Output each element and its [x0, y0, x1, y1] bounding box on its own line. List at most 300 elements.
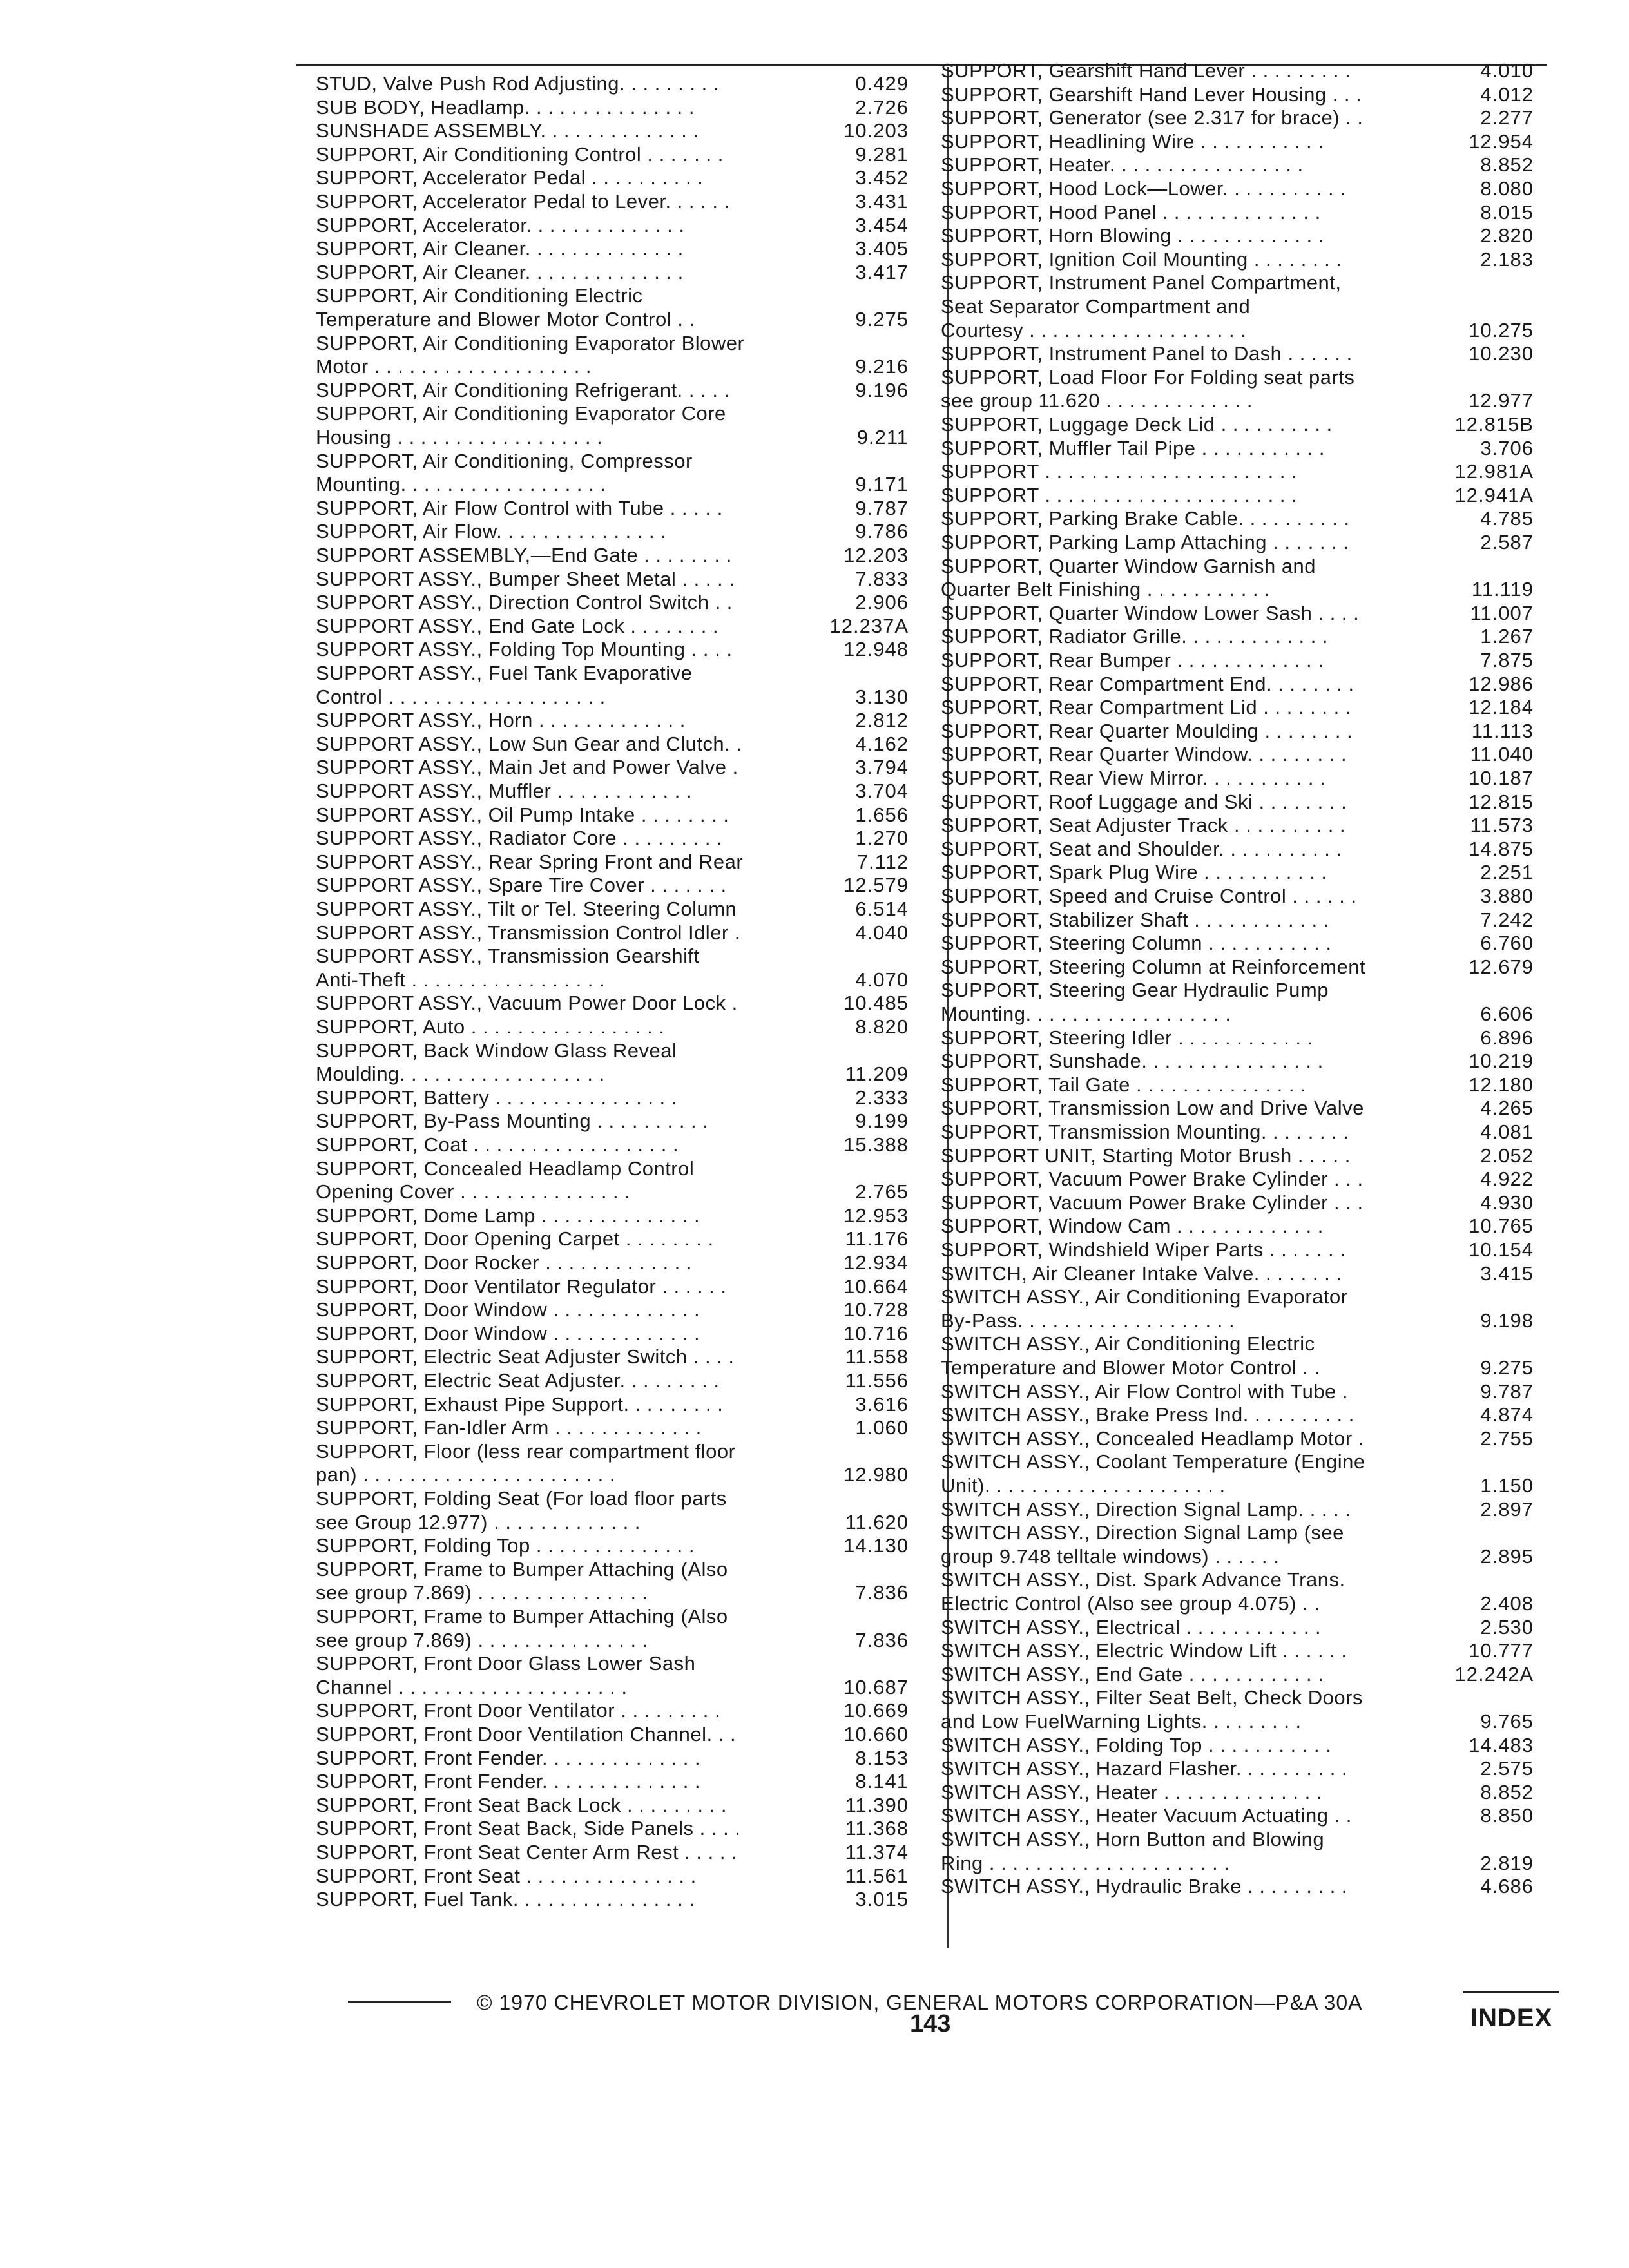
entry-reference: 7.242	[1480, 908, 1534, 931]
entry-reference: 10.716	[843, 1321, 909, 1345]
entry-reference: 12.679	[1469, 955, 1534, 978]
entry-text: SUPPORT ASSEMBLY,—End Gate . . . . . . . .	[316, 544, 732, 566]
entry-reference: 6.760	[1480, 932, 1534, 955]
entry-text: SUPPORT . . . . . . . . . . . . . . . . . . . . . .	[941, 460, 1298, 483]
index-entry	[316, 1841, 921, 1865]
entry-text: SUPPORT ASSY., Folding Top Mounting . . . .	[316, 638, 733, 661]
entry-reference: 4.874	[1480, 1403, 1534, 1427]
entry-reference: 9.171	[855, 473, 909, 496]
entry-reference: 6.896	[1480, 1026, 1534, 1049]
entry-text: SUPPORT, Door Opening Carpet . . . . . . . .	[316, 1227, 714, 1251]
index-entry	[941, 1144, 1547, 1168]
index-entry	[316, 1416, 921, 1440]
entry-text: SUPPORT, Frame to Bumper Attaching (Also see group 7.869) . . . . . . . . . . . . . . .	[316, 1557, 728, 1604]
index-entry	[941, 1498, 1547, 1522]
entry-text: SUPPORT, Parking Lamp Attaching . . . . . . .	[941, 531, 1349, 553]
entry-reference: 2.897	[1480, 1497, 1534, 1521]
entry-text: SWITCH ASSY., Air Conditioning Evaporator By-Pass. . . . . . . . . . . . . . . . . . .	[941, 1285, 1348, 1332]
index-entry	[941, 1875, 1547, 1899]
index-entry	[316, 332, 921, 379]
entry-text: SUPPORT ASSY., Horn . . . . . . . . . . . . .	[316, 709, 686, 732]
entry-text: SWITCH ASSY., Electrical . . . . . . . . . . . .	[941, 1615, 1322, 1639]
index-entry	[316, 261, 921, 285]
entry-text: SUPPORT, Rear Compartment End. . . . . . . .	[941, 672, 1354, 695]
entry-text: SWITCH ASSY., Brake Press Ind. . . . . . . . . .	[941, 1403, 1354, 1427]
index-entry	[941, 1427, 1547, 1451]
entry-text: SUPPORT, Air Conditioning Refrigerant. . . . .	[316, 378, 730, 401]
index-entry	[316, 1039, 921, 1086]
index-entry	[316, 143, 921, 167]
index-entry	[941, 437, 1547, 461]
index-entry	[316, 1699, 921, 1723]
index-entry	[941, 1215, 1547, 1238]
index-entry	[316, 1227, 921, 1251]
entry-reference: 11.007	[1470, 601, 1534, 624]
entry-reference: 3.880	[1480, 885, 1534, 907]
entry-text: SUPPORT, Front Fender. . . . . . . . . . . . . .	[316, 1770, 701, 1793]
index-entry	[316, 827, 921, 850]
entry-text: SUPPORT ASSY., Transmission Control Idler .	[316, 921, 740, 944]
entry-text: SWITCH ASSY., Heater . . . . . . . . . . . . . .	[941, 1780, 1322, 1803]
index-entry	[941, 838, 1547, 861]
entry-text: SUPPORT ASSY., Rear Spring Front and Rear	[316, 850, 744, 873]
index-entry	[941, 1734, 1547, 1758]
entry-reference: 11.113	[1471, 719, 1534, 742]
entry-reference: 7.833	[855, 567, 909, 590]
index-entry	[941, 83, 1547, 107]
index-entry	[316, 1888, 921, 1912]
entry-reference: 0.429	[855, 72, 909, 95]
entry-text: SUPPORT, Floor (less rear compartment floor pan) . . . . . . . . . . . . . . . . . . . . . .	[316, 1439, 736, 1486]
index-entry	[316, 756, 921, 780]
entry-reference: 9.198	[1480, 1309, 1534, 1332]
entry-reference: 12.815B	[1454, 413, 1534, 436]
entry-reference: 11.558	[845, 1345, 909, 1369]
entry-text: SUPPORT, Front Door Glass Lower Sash Channel . . . . . . . . . . . . . . . . . . . .	[316, 1652, 696, 1698]
index-entry	[941, 555, 1547, 602]
entry-reference: 2.765	[855, 1180, 909, 1204]
entry-text: SUPPORT ASSY., Bumper Sheet Metal . . . . .	[316, 567, 735, 590]
index-entry	[316, 1204, 921, 1228]
index-entry	[941, 366, 1547, 413]
entry-text: SUPPORT, Parking Brake Cable. . . . . . . . . .	[941, 507, 1350, 530]
entry-text: SUPPORT, Hood Panel . . . . . . . . . . . . . .	[941, 200, 1321, 224]
entry-reference: 2.755	[1480, 1427, 1534, 1450]
index-entry	[316, 1865, 921, 1888]
index-entry	[941, 956, 1547, 979]
entry-text: SUPPORT, Folding Seat (For load floor parts see Group 12.977) . . . . . . . . . . . . .	[316, 1487, 727, 1533]
entry-text: SUPPORT ASSY., Low Sun Gear and Clutch. .	[316, 732, 742, 755]
entry-reference: 10.669	[843, 1699, 909, 1722]
entry-text: SWITCH, Air Cleaner Intake Valve. . . . . . . .	[941, 1262, 1342, 1285]
entry-reference: 14.875	[1469, 837, 1534, 860]
index-entry	[941, 767, 1547, 791]
index-entry	[316, 615, 921, 639]
entry-text: SUB BODY, Headlamp. . . . . . . . . . . . . . .	[316, 95, 695, 119]
entry-text: SUPPORT, Vacuum Power Brake Cylinder . . .	[941, 1191, 1364, 1214]
entry-reference: 4.930	[1480, 1191, 1534, 1214]
entry-text: SUPPORT, Air Conditioning Electric Temperature and Blower Motor Control . .	[316, 284, 695, 331]
index-entry	[316, 874, 921, 898]
page-number: 143	[910, 2010, 951, 2037]
entry-reference: 4.265	[1480, 1097, 1534, 1120]
entry-text: SUPPORT, Window Cam . . . . . . . . . . . . .	[941, 1215, 1324, 1238]
entry-reference: 12.579	[843, 874, 909, 897]
index-entry	[316, 709, 921, 733]
index-entry	[941, 814, 1547, 838]
entry-reference: 3.704	[855, 780, 909, 802]
entry-text: SUPPORT, Door Ventilator Regulator . . . . . .	[316, 1274, 727, 1298]
entry-text: SUPPORT, Air Conditioning Evaporator Blower Motor . . . . . . . . . . . . . . . . . . .	[316, 331, 745, 378]
entry-text: SUPPORT, Battery . . . . . . . . . . . . . . . .	[316, 1086, 677, 1109]
entry-text: STUD, Valve Push Rod Adjusting. . . . . . . . .	[316, 72, 719, 95]
entry-text: SUPPORT, Air Conditioning Evaporator Core Housing . . . . . . . . . . . . . . . . . .	[316, 402, 726, 448]
index-entry	[316, 72, 921, 96]
entry-text: SUPPORT, Fuel Tank. . . . . . . . . . . . . . . .	[316, 1888, 695, 1911]
entry-reference: 1.656	[855, 803, 909, 826]
entry-reference: 2.895	[1480, 1544, 1534, 1568]
entry-text: SUPPORT, Door Window . . . . . . . . . . . . .	[316, 1298, 700, 1321]
entry-text: SUPPORT, Roof Luggage and Ski . . . . . . . .	[941, 790, 1347, 813]
index-entry	[316, 1605, 921, 1652]
entry-text: SUPPORT, Headlining Wire . . . . . . . . . . .	[941, 130, 1324, 153]
index-entry	[316, 1534, 921, 1558]
entry-reference: 7.836	[855, 1628, 909, 1651]
index-entry	[941, 696, 1547, 720]
entry-reference: 11.119	[1471, 578, 1534, 601]
entry-text: SUPPORT, Rear Bumper . . . . . . . . . . . . .	[941, 649, 1324, 671]
index-entry	[941, 791, 1547, 814]
entry-reference: 1.060	[855, 1416, 909, 1439]
entry-text: SUPPORT, Luggage Deck Lid . . . . . . . . . .	[941, 413, 1333, 436]
entry-text: SUPPORT ASSY., Main Jet and Power Valve .	[316, 756, 738, 779]
entry-text: SUPPORT, Air Flow. . . . . . . . . . . . . . .	[316, 520, 667, 543]
index-entry	[316, 638, 921, 662]
entry-text: SUPPORT ASSY., Muffler . . . . . . . . . . . .	[316, 780, 693, 802]
entry-reference: 11.374	[845, 1841, 909, 1863]
entry-reference: 3.706	[1480, 436, 1534, 459]
index-entry	[316, 733, 921, 756]
entry-reference: 2.408	[1480, 1591, 1534, 1615]
index-entry	[941, 1568, 1547, 1615]
entry-text: SWITCH ASSY., Dist. Spark Advance Trans. Electric Control (Also see group 4.075) . .	[941, 1568, 1345, 1615]
entry-reference: 4.785	[1480, 507, 1534, 530]
index-entry	[941, 1521, 1547, 1568]
index-entry	[941, 1238, 1547, 1262]
entry-reference: 12.815	[1469, 790, 1534, 813]
index-entry	[316, 214, 921, 238]
entry-text: SUPPORT, Spark Plug Wire . . . . . . . . . . .	[941, 861, 1327, 884]
entry-reference: 7.875	[1480, 649, 1534, 671]
index-entry	[941, 1686, 1547, 1733]
index-entry	[316, 1652, 921, 1699]
index-entry	[941, 59, 1547, 83]
index-entry	[316, 803, 921, 827]
entry-reference: 9.786	[855, 520, 909, 543]
entry-text: SUPPORT, Transmission Low and Drive Valve	[941, 1097, 1364, 1120]
entry-text: SUPPORT, Seat and Shoulder. . . . . . . . . . .	[941, 837, 1342, 860]
entry-text: SUNSHADE ASSEMBLY. . . . . . . . . . . . . .	[316, 119, 699, 142]
entry-reference: 10.203	[843, 119, 909, 142]
index-entry	[316, 237, 921, 261]
entry-text: SUPPORT, Air Cleaner. . . . . . . . . . . . . .	[316, 237, 684, 260]
index-entry	[316, 1157, 921, 1204]
entry-reference: 8.852	[1480, 1780, 1534, 1803]
entry-reference: 2.251	[1480, 861, 1534, 884]
entry-text: SUPPORT, Concealed Headlamp Control Opening Cover . . . . . . . . . . . . . . .	[316, 1157, 695, 1204]
index-entry	[941, 271, 1547, 342]
index-entry	[316, 1487, 921, 1534]
index-entry	[316, 520, 921, 544]
entry-reference: 12.948	[843, 638, 909, 661]
entry-reference: 8.850	[1480, 1804, 1534, 1827]
index-entry	[316, 1133, 921, 1157]
entry-reference: 11.561	[845, 1864, 909, 1887]
entry-text: SUPPORT ASSY., Fuel Tank Evaporative Control . . . . . . . . . . . . . . . . . . .	[316, 662, 693, 708]
index-entry	[941, 106, 1547, 130]
entry-reference: 3.431	[855, 190, 909, 213]
entry-text: SUPPORT, Tail Gate . . . . . . . . . . . . . . .	[941, 1073, 1307, 1096]
index-entry	[941, 413, 1547, 437]
entry-text: SUPPORT, Hood Lock—Lower. . . . . . . . . . .	[941, 177, 1346, 200]
entry-reference: 4.686	[1480, 1875, 1534, 1898]
entry-text: SWITCH ASSY., Filter Seat Belt, Check Doors and Low FuelWarning Lights. . . . . . . . .	[941, 1686, 1363, 1733]
index-entry	[316, 119, 921, 143]
entry-reference: 3.405	[855, 237, 909, 260]
entry-text: SWITCH ASSY., Hydraulic Brake . . . . . . . . .	[941, 1875, 1348, 1898]
entry-reference: 2.575	[1480, 1757, 1534, 1780]
entry-reference: 10.687	[843, 1675, 909, 1698]
entry-reference: 12.184	[1469, 696, 1534, 719]
index-entry	[316, 1440, 921, 1487]
index-entry	[941, 1332, 1547, 1379]
index-entry	[941, 1050, 1547, 1073]
index-entry	[316, 568, 921, 591]
entry-reference: 9.275	[1480, 1356, 1534, 1379]
entry-reference: 3.130	[855, 685, 909, 708]
entry-text: SUPPORT, Steering Idler . . . . . . . . . . . .	[941, 1026, 1313, 1049]
index-entry	[941, 1403, 1547, 1427]
entry-reference: 2.726	[855, 95, 909, 119]
entry-reference: 12.934	[843, 1251, 909, 1274]
entry-reference: 11.368	[845, 1817, 909, 1840]
entry-reference: 2.333	[855, 1086, 909, 1109]
index-entry	[941, 932, 1547, 956]
index-entry	[316, 662, 921, 709]
entry-reference: 7.836	[855, 1581, 909, 1604]
index-entry	[316, 1110, 921, 1133]
index-entry	[316, 921, 921, 945]
index-entry	[941, 1073, 1547, 1097]
entry-reference: 2.183	[1480, 247, 1534, 271]
entry-reference: 12.977	[1469, 389, 1534, 412]
entry-reference: 1.267	[1480, 625, 1534, 648]
index-entry	[316, 379, 921, 403]
entry-reference: 10.485	[843, 992, 909, 1015]
entry-text: SUPPORT, Folding Top . . . . . . . . . . . . . .	[316, 1534, 695, 1557]
index-entry	[316, 450, 921, 497]
index-entry	[941, 649, 1547, 673]
entry-text: SUPPORT, Speed and Cruise Control . . . . . .	[941, 885, 1357, 907]
index-entry	[941, 1450, 1547, 1497]
entry-reference: 2.820	[1480, 224, 1534, 247]
entry-reference: 4.922	[1480, 1168, 1534, 1191]
entry-text: SWITCH ASSY., Air Conditioning Electric Temperature and Blower Motor Control . .	[941, 1332, 1320, 1379]
entry-text: SUPPORT, Electric Seat Adjuster. . . . . . . . .	[316, 1369, 720, 1392]
index-entry	[941, 153, 1547, 177]
entry-reference: 8.852	[1480, 153, 1534, 177]
entry-text: SUPPORT, Front Fender. . . . . . . . . . . . . .	[316, 1746, 701, 1769]
entry-text: SUPPORT . . . . . . . . . . . . . . . . . . . . . .	[941, 483, 1298, 506]
entry-text: SUPPORT, Transmission Mounting. . . . . . . .	[941, 1120, 1349, 1143]
entry-reference: 8.820	[855, 1015, 909, 1038]
entry-text: SUPPORT, Load Floor For Folding seat parts see group 11.620 . . . . . . . . . . . . .	[941, 365, 1355, 412]
index-entry	[316, 1298, 921, 1322]
entry-text: SWITCH ASSY., Horn Button and Blowing Ring . . . . . . . . . . . . . . . . . . . . .	[941, 1828, 1325, 1874]
entry-reference: 7.112	[856, 850, 909, 873]
entry-text: SWITCH ASSY., Heater Vacuum Actuating . .	[941, 1804, 1352, 1827]
entry-text: SWITCH ASSY., Hazard Flasher. . . . . . . . . .	[941, 1757, 1348, 1780]
index-entry	[941, 1663, 1547, 1687]
entry-reference: 1.270	[855, 827, 909, 850]
entry-reference: 10.154	[1469, 1238, 1534, 1261]
index-entry	[316, 992, 921, 1015]
entry-text: SUPPORT ASSY., Transmission Gearshift Anti-Theft . . . . . . . . . . . . . . . . .	[316, 945, 700, 991]
index-entry	[941, 507, 1547, 531]
entry-reference: 11.573	[1470, 814, 1534, 837]
entry-text: SWITCH ASSY., Folding Top . . . . . . . . . . .	[941, 1733, 1332, 1756]
index-entry	[316, 898, 921, 921]
index-entry	[941, 1285, 1547, 1332]
entry-text: SUPPORT, Front Door Ventilator . . . . . . . . .	[316, 1699, 721, 1722]
entry-reference: 2.530	[1480, 1615, 1534, 1639]
index-entry	[941, 460, 1547, 484]
entry-text: SUPPORT ASSY., Vacuum Power Door Lock .	[316, 992, 738, 1015]
index-entry	[316, 1322, 921, 1346]
entry-text: SUPPORT, Stabilizer Shaft . . . . . . . . . . . .	[941, 908, 1329, 931]
entry-reference: 12.941A	[1454, 483, 1534, 506]
entry-text: SUPPORT, Door Window . . . . . . . . . . . . .	[316, 1321, 700, 1345]
entry-text: SUPPORT, Muffler Tail Pipe . . . . . . . . . . .	[941, 436, 1325, 459]
index-entry	[316, 850, 921, 874]
index-entry	[316, 1558, 921, 1605]
entry-text: SUPPORT, Heater. . . . . . . . . . . . . . . . .	[941, 153, 1304, 177]
entry-text: SUPPORT, Gearshift Hand Lever . . . . . . . . .	[941, 59, 1351, 82]
index-entry	[316, 780, 921, 803]
entry-reference: 3.616	[855, 1392, 909, 1416]
index-entry	[941, 908, 1547, 932]
entry-reference: 4.040	[855, 921, 909, 944]
index-entry	[316, 497, 921, 521]
entry-reference: 12.203	[843, 544, 909, 566]
index-entry	[941, 1380, 1547, 1404]
entry-text: SUPPORT ASSY., Spare Tire Cover . . . . . . .	[316, 874, 727, 897]
index-entry	[316, 402, 921, 449]
index-entry	[316, 96, 921, 120]
entry-text: SUPPORT, Steering Column at Reinforcement	[941, 955, 1366, 978]
entry-text: SUPPORT, Generator (see 2.317 for brace) . .	[941, 106, 1364, 130]
index-entry	[941, 743, 1547, 767]
entry-reference: 11.176	[845, 1227, 909, 1251]
entry-text: SUPPORT, Steering Column . . . . . . . . . . .	[941, 932, 1332, 955]
index-entry	[941, 1828, 1547, 1875]
entry-reference: 11.556	[845, 1369, 909, 1392]
index-entry	[941, 1191, 1547, 1215]
entry-text: SUPPORT, Quarter Window Garnish and Quarter Belt Finishing . . . . . . . . . . .	[941, 554, 1316, 601]
entry-reference: 12.986	[1469, 672, 1534, 695]
entry-text: SWITCH ASSY., Direction Signal Lamp (see group 9.748 telltale windows) . . . . . .	[941, 1521, 1344, 1568]
entry-reference: 9.281	[855, 142, 909, 166]
entry-text: SUPPORT, Horn Blowing . . . . . . . . . . . . .	[941, 224, 1324, 247]
entry-text: SUPPORT, Vacuum Power Brake Cylinder . . .	[941, 1168, 1364, 1191]
index-entry	[941, 177, 1547, 201]
entry-reference: 9.199	[855, 1110, 909, 1133]
index-entry	[316, 1723, 921, 1747]
entry-text: SUPPORT, Front Seat . . . . . . . . . . . . . . .	[316, 1864, 697, 1887]
entry-reference: 4.012	[1480, 82, 1534, 106]
index-entry	[316, 1817, 921, 1841]
entry-reference: 10.664	[843, 1274, 909, 1298]
entry-text: SUPPORT, Air Conditioning, Compressor Mounting. . . . . . . . . . . . . . . . . .	[316, 449, 693, 496]
index-entry	[941, 1639, 1547, 1663]
entry-text: SUPPORT, Door Rocker . . . . . . . . . . . . .	[316, 1251, 693, 1274]
entry-reference: 9.216	[855, 355, 909, 378]
entry-reference: 10.660	[843, 1723, 909, 1745]
index-entry	[941, 342, 1547, 366]
entry-text: SUPPORT ASSY., Radiator Core . . . . . . . . .	[316, 827, 723, 850]
entry-text: SUPPORT, Seat Adjuster Track . . . . . . . . . .	[941, 814, 1346, 837]
entry-reference: 3.415	[1480, 1262, 1534, 1285]
entry-reference: 12.954	[1469, 130, 1534, 153]
entry-text: SUPPORT, Steering Gear Hydraulic Pump Mounting. . . . . . . . . . . . . . . . . .	[941, 979, 1329, 1025]
index-entry	[941, 861, 1547, 885]
entry-text: SUPPORT, Exhaust Pipe Support. . . . . . . . .	[316, 1392, 724, 1416]
entry-reference: 10.728	[843, 1298, 909, 1321]
index-entry	[316, 1393, 921, 1417]
footer-rule-right	[1463, 1991, 1559, 1993]
index-entry	[316, 1275, 921, 1299]
entry-reference: 9.765	[1480, 1709, 1534, 1733]
index-entry	[941, 720, 1547, 744]
index-entry	[941, 602, 1547, 626]
entry-text: SUPPORT, Back Window Glass Reveal Moulding. . . . . . . . . . . . . . . . . .	[316, 1039, 677, 1086]
index-entry	[941, 1168, 1547, 1191]
index-entry	[941, 1804, 1547, 1828]
entry-reference: 3.015	[855, 1888, 909, 1911]
index-entry	[941, 979, 1547, 1026]
entry-reference: 10.230	[1469, 342, 1534, 365]
entry-reference: 8.015	[1480, 200, 1534, 224]
entry-reference: 12.237A	[829, 614, 909, 637]
index-entry	[941, 1026, 1547, 1050]
entry-reference: 2.587	[1480, 531, 1534, 553]
entry-text: SUPPORT, Rear Compartment Lid . . . . . . . .	[941, 696, 1351, 719]
entry-text: SWITCH ASSY., Direction Signal Lamp. . . . .	[941, 1497, 1351, 1521]
index-entry	[316, 1770, 921, 1794]
index-entry	[941, 1120, 1547, 1144]
index-entry	[941, 224, 1547, 248]
section-label: INDEX	[1470, 2004, 1553, 2032]
entry-reference: 15.388	[843, 1133, 909, 1156]
entry-reference: 4.010	[1480, 59, 1534, 82]
index-entry	[316, 591, 921, 615]
entry-reference: 6.514	[855, 898, 909, 920]
entry-text: SUPPORT, Front Seat Back, Side Panels . . . .	[316, 1817, 741, 1840]
entry-text: SUPPORT, Rear Quarter Window. . . . . . . . .	[941, 743, 1347, 766]
entry-reference: 14.130	[843, 1534, 909, 1557]
entry-text: SUPPORT, Electric Seat Adjuster Switch . . . .	[316, 1345, 735, 1369]
copyright-notice: © 1970 CHEVROLET MOTOR DIVISION, GENERAL MOTORS CORPORATION—P&A 30A	[477, 1991, 1363, 2014]
